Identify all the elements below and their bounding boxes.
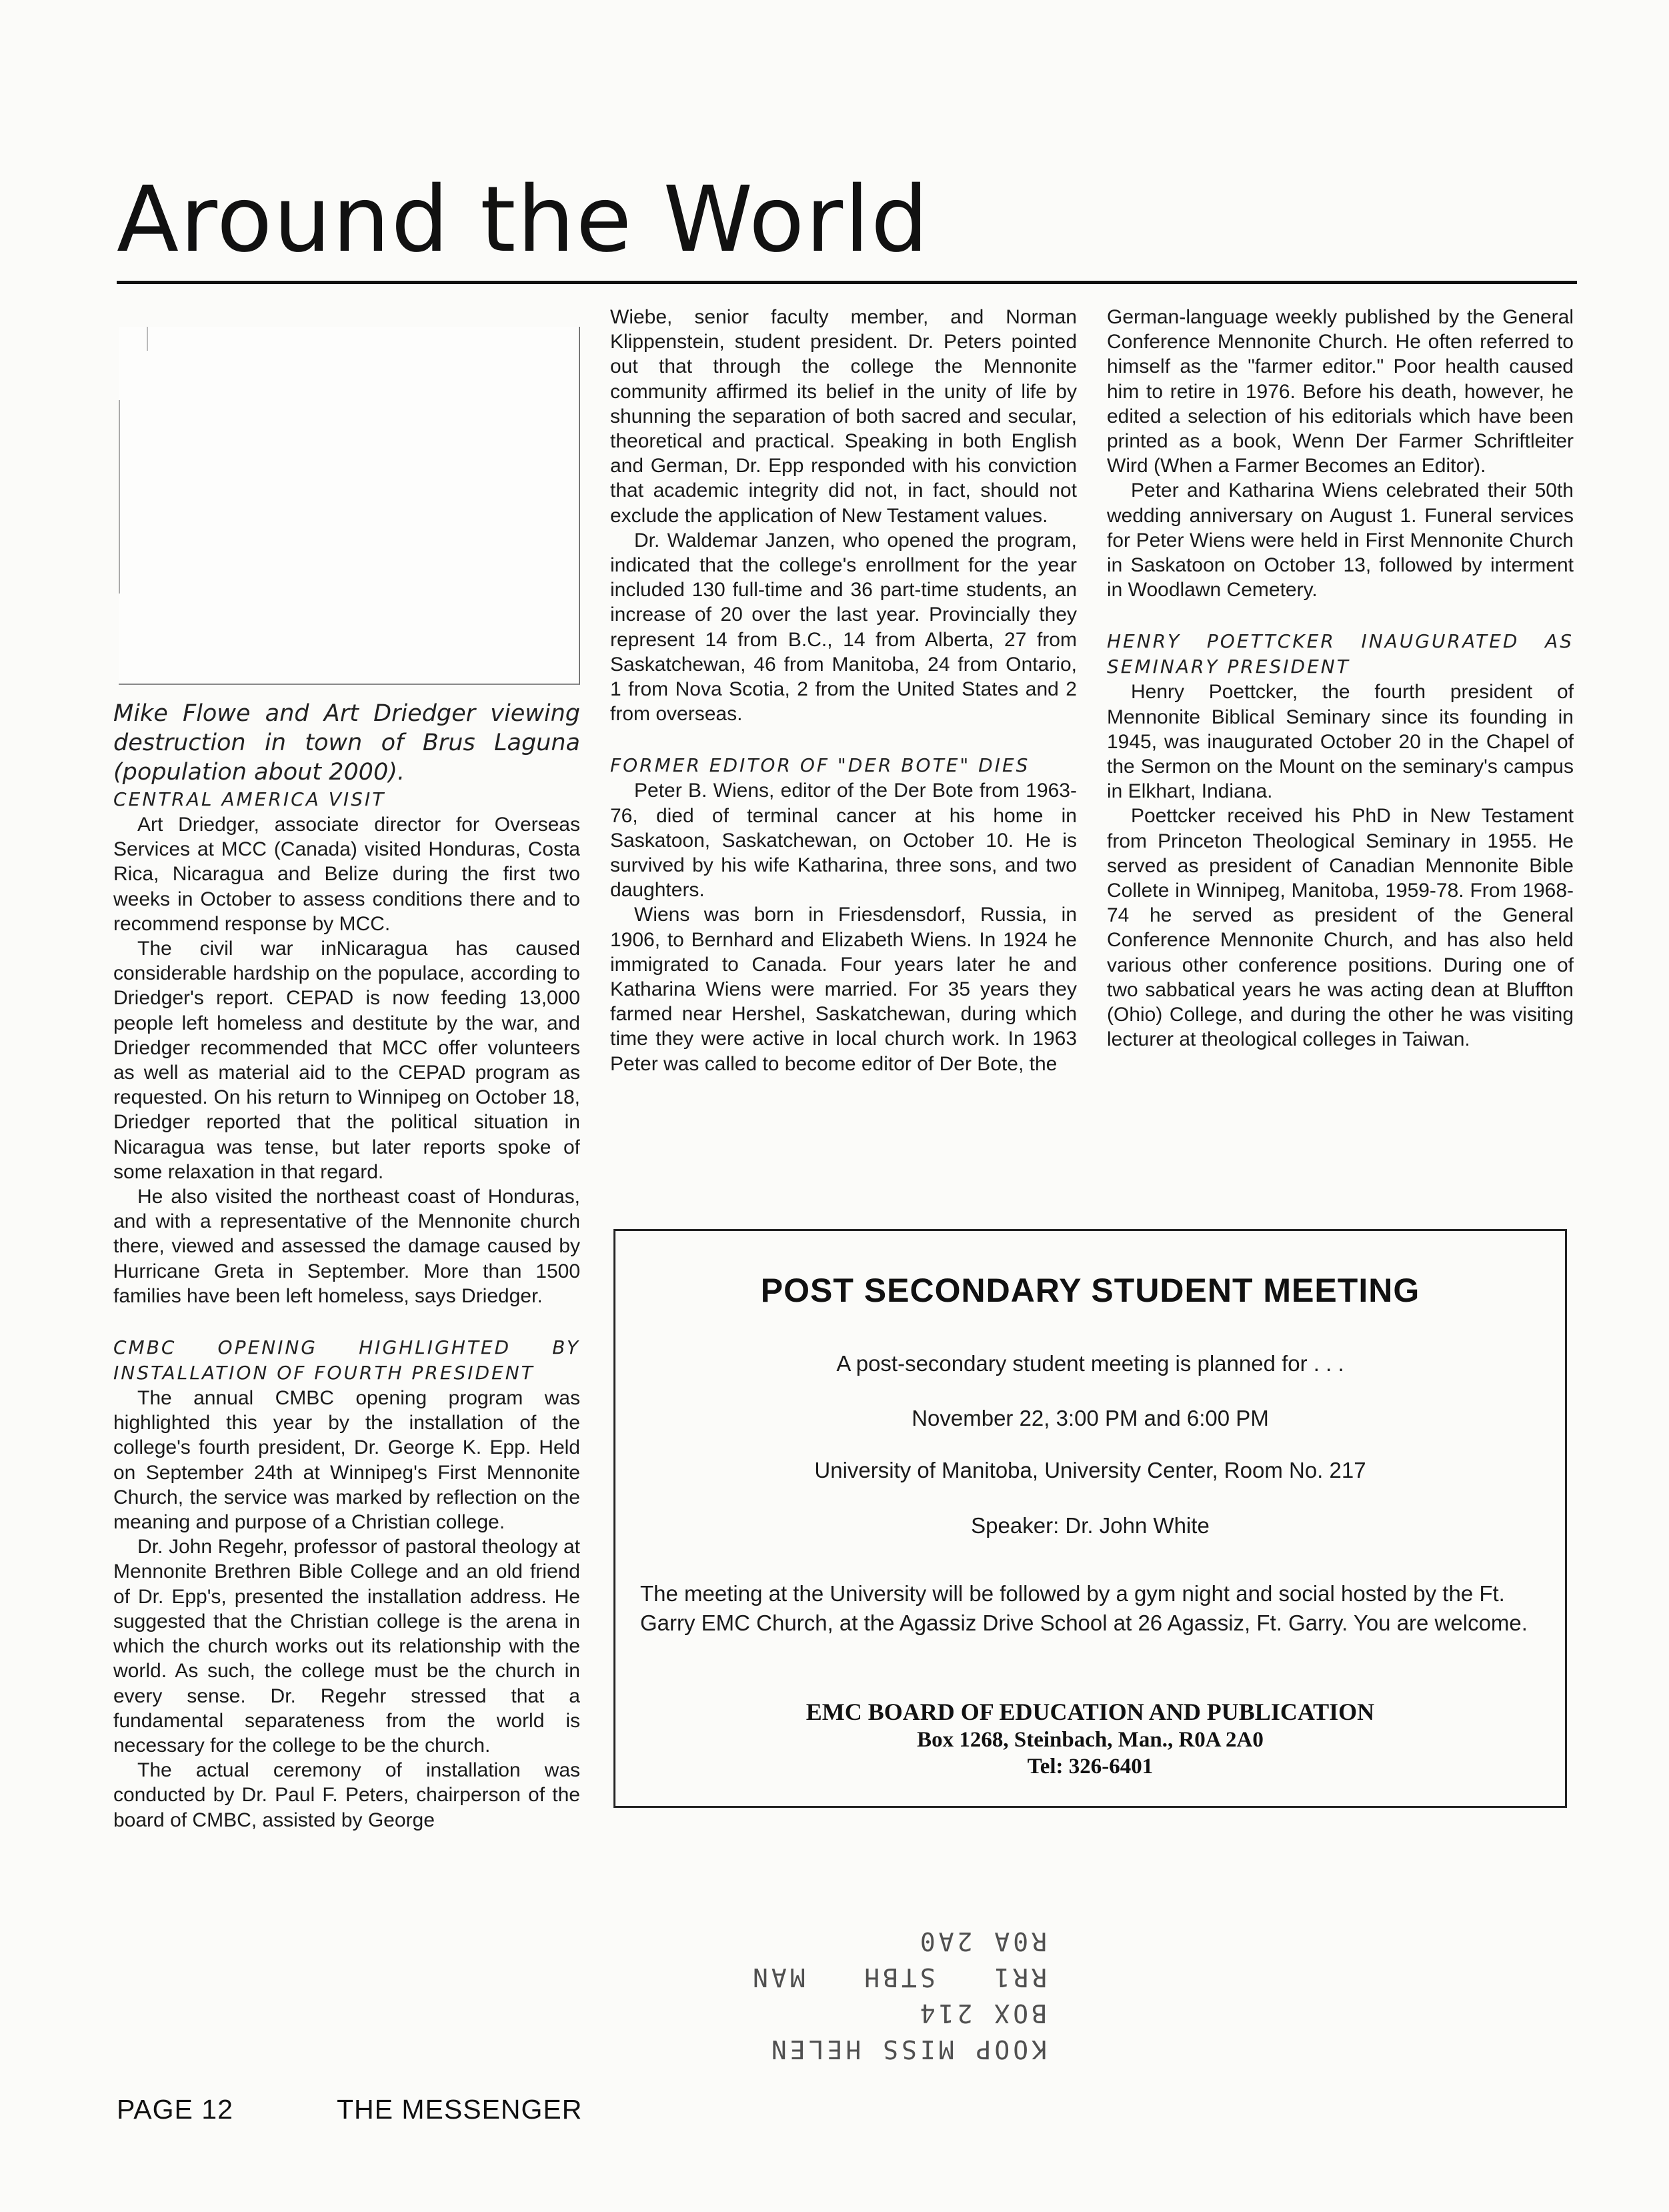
paragraph: German-language weekly published by the General Conference Mennonite Church. He often referred to himself as the "farmer editor." Poor health caused him to retire in 1976. Before his death, however, he edited a selection of his editorials which have been printed as a book, Wenn Der Farmer Schriftleiter Wird (When a Farmer Becomes an Editor). (1107, 306, 1574, 477)
photo-edge-tick (147, 327, 148, 351)
heading-der-bote: FORMER EDITOR OF "DER BOTE" DIES (610, 754, 1030, 777)
notice-speaker: Speaker: Dr. John White (971, 1513, 1210, 1538)
notice-title: POST SECONDARY STUDENT MEETING (760, 1272, 1420, 1309)
notice-intro: A post-secondary student meeting is planned for . . . (836, 1351, 1344, 1376)
notice-address: Box 1268, Steinbach, Man., R0A 2A0 (917, 1728, 1264, 1752)
notice-location: University of Manitoba, University Center, Room No. 217 (814, 1458, 1366, 1482)
label-line: KOOP MISS HELEN (767, 2035, 1047, 2064)
photo-placeholder (119, 327, 580, 685)
mailing-label-stamp (747, 1867, 1047, 2067)
column-1 (113, 699, 580, 1833)
paragraph: Art Driedger, associate director for Overseas Services at MCC (Canada) visited Honduras, Costa Rica, Nicaragua and Belize during the first two weeks in October to assess conditions there and to recommend response by MCC. (113, 814, 580, 935)
page-title: Around the World (117, 167, 930, 273)
paragraph: Dr. John Regehr, professor of pastoral theology at Mennonite Brethren Bible College and an old friend of Dr. Epp's, presented the installation address. He suggested that the Christian college is the arena in which the church works out its relationship with the world. As such, the college must be the church in every sense. Dr. Regehr stressed that a fundamental separateness from the world is necessary for the college to be the church. (113, 1536, 580, 1757)
label-line: BOX 214 (916, 1999, 1047, 2028)
paragraph: Wiens was born in Friesdensdorf, Russia, in 1906, to Bernhard and Elizabeth Wiens. In 1924 he immigrated to Canada. Four years later he and Katharina Wiens were married. For 35 years they farmed near Hershel, Saskatchewan, during which time they were active in local church work. In 1963 Peter was called to become editor of Der Bote, the (610, 904, 1077, 1075)
photo-caption: Mike Flowe and Art Driedger viewing destruction in town of Brus Laguna (population about 2000). (113, 700, 580, 786)
publication-name: THE MESSENGER (337, 2094, 583, 2125)
paragraph: The annual CMBC opening program was highlighted this year by the installation of the college's fourth president, Dr. George K. Epp. Held on September 24th at Winnipeg's First Mennonite Church, the service was marked by reflection on the meaning and purpose of a Christian college. (113, 1387, 580, 1534)
notice-details: The meeting at the University will be followed by a gym night and social hosted by the Ft. Garry EMC Church, at the Agassiz Drive School at 26 Agassiz, Ft. Garry. You are welcome. (640, 1581, 1528, 1635)
heading-cmbc: CMBC OPENING HIGHLIGHTED BY INSTALLATION OF FOURTH PRESIDENT (113, 1336, 580, 1384)
photo-edge (119, 400, 120, 594)
label-line: R0A 2A0 (916, 1927, 1047, 1956)
page-number: PAGE 12 (117, 2094, 233, 2125)
label-line: RR1 STBH MAN (749, 1963, 1047, 1992)
heading-poettcker: HENRY POETTCKER INAUGURATED AS SEMINARY PRESIDENT (1107, 630, 1574, 678)
notice-datetime: November 22, 3:00 PM and 6:00 PM (912, 1406, 1269, 1430)
paragraph: Peter and Katharina Wiens celebrated their 50th wedding anniversary on August 1. Funeral services for Peter Wiens were held in First Mennonite Church in Saskatoon on October 13, followed by interment in Woodlawn Cemetery. (1107, 479, 1574, 602)
heading-central-america: CENTRAL AMERICA VISIT (113, 788, 386, 810)
column-3 (1107, 305, 1574, 1052)
paragraph: Dr. Waldemar Janzen, who opened the program, indicated that the college's enrollment for the year included 130 full-time and 36 part-time students, an increase of 20 over the last year. Provincially they represent 14 from B.C., 14 from Alberta, 27 from Saskatchewan, 46 from Manitoba, 24 from Ontario, 1 from Nova Scotia, 2 from the United States and 2 from overseas. (610, 529, 1077, 726)
paragraph: Wiebe, senior faculty member, and Norman Klippenstein, student president. Dr. Peters pointed out that through the college the Mennonite community affirmed its belief in the unity of life by shunning the separation of both sacred and secular, theoretical and practical. Speaking in both English and German, Dr. Epp responded with his conviction that academic integrity did not, in fact, should not exclude the application of New Testament values. (610, 306, 1077, 527)
paragraph: Peter B. Wiens, editor of the Der Bote from 1963-76, died of terminal cancer at his home in Saskatoon, Saskatchewan, on October 10. He is survived by his wife Katharina, three sons, and two daughters. (610, 780, 1077, 902)
notice-tel: Tel: 326-6401 (1027, 1755, 1154, 1779)
notice-org: EMC BOARD OF EDUCATION AND PUBLICATION (805, 1699, 1375, 1725)
paragraph: The actual ceremony of installation was conducted by Dr. Paul F. Peters, chairperson of the board of CMBC, assisted by George (113, 1759, 580, 1831)
column-2 (610, 305, 1077, 1076)
meeting-notice-box (613, 1229, 1567, 1808)
paragraph: Poettcker received his PhD in New Testament from Princeton Theological Seminary in 1955. He served as president of Canadian Mennonite Bible Collete in Winnipeg, Manitoba, 1959-78. From 1968-74 he served as president of the General Conference Mennonite Church, and has also held various other conference positions. During one of two sabbatical years he was acting dean at Bluffton (Ohio) College, and during the other he was visiting lecturer at theological colleges in Taiwan. (1107, 805, 1574, 1051)
paragraph: Henry Poettcker, the fourth president of Mennonite Biblical Seminary since its founding in 1945, was inaugurated October 20 in the Chapel of the Sermon on the Mount on the seminary's campus in Elkhart, Indiana. (1107, 681, 1574, 803)
paragraph: He also visited the northeast coast of Honduras, and with a representative of the Mennonite church there, viewed and assessed the damage caused by Hurricane Greta in September. More than 1500 families have been left homeless, says Driedger. (113, 1186, 580, 1307)
paragraph: The civil war inNicaragua has caused considerable hardship on the populace, according to Driedger's report. CEPAD is now feeding 13,000 people left homeless and destitute by the war, and Driedger recommended that MCC offer volunteers as well as material aid to the CEPAD program as requested. On his return to Winnipeg on October 18, Driedger reported that the political situation in Nicaragua was tense, but later reports spoke of some relaxation in that regard. (113, 938, 580, 1183)
title-rule (117, 281, 1577, 284)
